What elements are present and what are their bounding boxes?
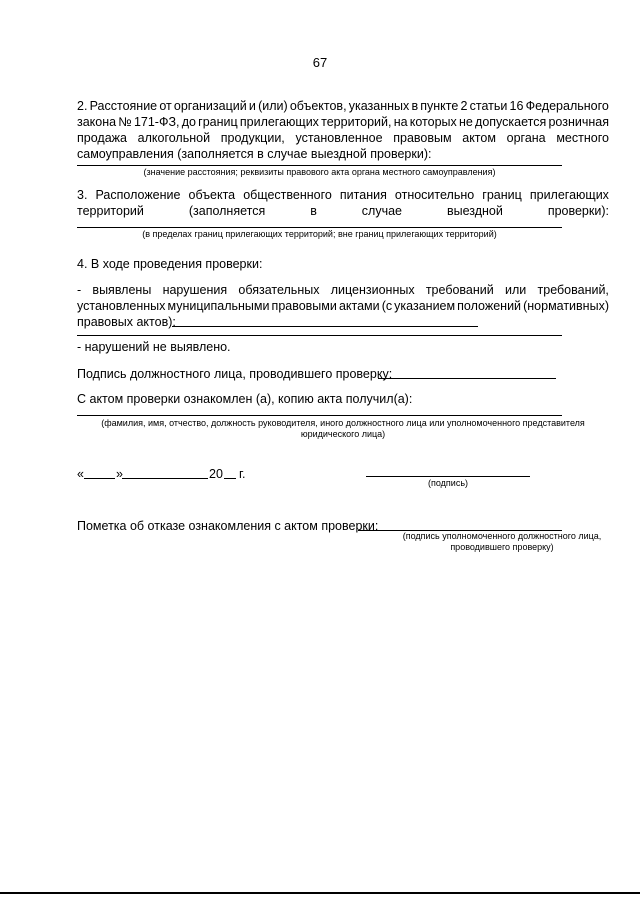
word: продукции,: [220, 131, 285, 145]
word: организаций: [173, 99, 247, 113]
section4-heading: 4. В ходе проведения проверки:: [77, 257, 263, 271]
violations-line-2: [77, 298, 609, 314]
word: не: [458, 115, 473, 129]
page-number: 67: [312, 55, 328, 70]
word: актом: [462, 131, 496, 145]
word: (заполняется: [188, 204, 266, 218]
word: которых: [409, 115, 457, 129]
date-month-line: [122, 478, 208, 479]
word: территорий,: [321, 115, 392, 129]
word: розничная: [548, 115, 609, 129]
word: границ: [482, 188, 522, 202]
word: обязательных: [238, 283, 320, 297]
word: прилегающих: [239, 115, 319, 129]
word: или: [505, 283, 527, 297]
date-year: 20: [209, 467, 223, 481]
word: Федерального: [525, 99, 609, 113]
word: питания: [339, 188, 387, 202]
word: статьи: [469, 99, 508, 113]
word: (нормативных): [523, 299, 609, 313]
word: установленных: [77, 299, 166, 313]
refusal-caption-1: (подпись уполномоченного должностного лица,: [402, 531, 602, 541]
word: на: [393, 115, 408, 129]
word: границ: [198, 115, 238, 129]
date-year-suffix: г.: [239, 467, 246, 481]
acquainted-caption-1: (фамилия, имя, отчество, должность руководителя, иного должностного лица или уполномоченного представителя: [101, 418, 585, 428]
word: до: [181, 115, 196, 129]
word: (с: [381, 299, 393, 313]
section2-line-2: [77, 114, 609, 130]
word: и: [248, 99, 256, 113]
date-close-quote: »: [116, 467, 123, 481]
location-field-caption: (в пределах границ прилегающих территорий; вне границ прилегающих территорий): [142, 229, 497, 239]
word: алкогольной: [137, 131, 211, 145]
word: указанием: [394, 299, 456, 313]
word: объектов,: [289, 99, 347, 113]
distance-field-line: [77, 165, 562, 166]
acquainted-field-line: [77, 415, 562, 416]
violations-line-3: правовых актов):: [77, 315, 176, 329]
word: в: [310, 204, 317, 218]
word: нарушения: [162, 283, 228, 297]
acquainted-caption-2: юридического лица): [300, 429, 386, 439]
date-year-line: [224, 478, 236, 479]
word: лицензионных: [330, 283, 415, 297]
violations-line-1: [77, 282, 609, 298]
word: закона: [77, 115, 117, 129]
violations-field-line: [172, 326, 478, 327]
signature-caption: (подпись): [427, 478, 469, 488]
date-open-quote: «: [77, 467, 84, 481]
word: требований: [425, 283, 494, 297]
acquainted-label: С актом проверки ознакомлен (а), копию акта получил(а):: [77, 392, 413, 406]
word: допускается: [475, 115, 547, 129]
word: №: [118, 115, 132, 129]
word: в: [411, 99, 419, 113]
inspector-signature-line: [378, 378, 556, 379]
word: муниципальными: [167, 299, 270, 313]
no-violations-text: - нарушений не выявлено.: [77, 340, 231, 354]
word: территорий: [77, 204, 144, 218]
word: 2: [460, 99, 468, 113]
word: местного: [556, 131, 609, 145]
word: относительно: [394, 188, 475, 202]
location-field-line: [77, 227, 562, 228]
word: случае: [361, 204, 403, 218]
refusal-caption-2: проводившего проверку): [450, 542, 554, 552]
word: (или): [258, 99, 288, 113]
word: 3.: [77, 188, 88, 202]
inspector-signature-label: Подпись должностного лица, проводившего проверку:: [77, 367, 393, 381]
word: установленное: [295, 131, 383, 145]
word: 2.: [77, 99, 88, 113]
word: правовым: [393, 131, 452, 145]
distance-field-caption: (значение расстояния; реквизиты правового акта органа местного самоуправления): [143, 167, 496, 177]
word: Расположение: [95, 188, 181, 202]
word: правовыми: [271, 299, 337, 313]
word: пункте: [420, 99, 459, 113]
word: органа: [506, 131, 546, 145]
word: положений: [457, 299, 522, 313]
word: прилегающих: [529, 188, 609, 202]
word: проверки):: [547, 204, 609, 218]
word: требований,: [537, 283, 609, 297]
word: выездной: [446, 204, 503, 218]
violations-field-line-2: [77, 335, 562, 336]
word: -: [77, 283, 82, 297]
date-day-line: [84, 478, 115, 479]
page-bottom-edge: [0, 892, 640, 894]
section2-line-1: [77, 98, 609, 114]
section3-line-1: [77, 187, 609, 203]
word: от: [159, 99, 172, 113]
section2-line-4: самоуправления (заполняется в случае выездной проверки):: [77, 147, 432, 161]
word: общественного: [243, 188, 332, 202]
signature-line: [366, 476, 530, 477]
word: выявлены: [92, 283, 152, 297]
section3-line-2: [77, 203, 609, 219]
word: 16: [509, 99, 524, 113]
section2-line-3: [77, 130, 609, 146]
word: указанных: [348, 99, 410, 113]
word: продажа: [77, 131, 127, 145]
word: объекта: [188, 188, 236, 202]
word: 171-ФЗ,: [133, 115, 180, 129]
word: актами: [338, 299, 380, 313]
refusal-label: Пометка об отказе ознакомления с актом проверки:: [77, 519, 379, 533]
word: Расстояние: [89, 99, 158, 113]
